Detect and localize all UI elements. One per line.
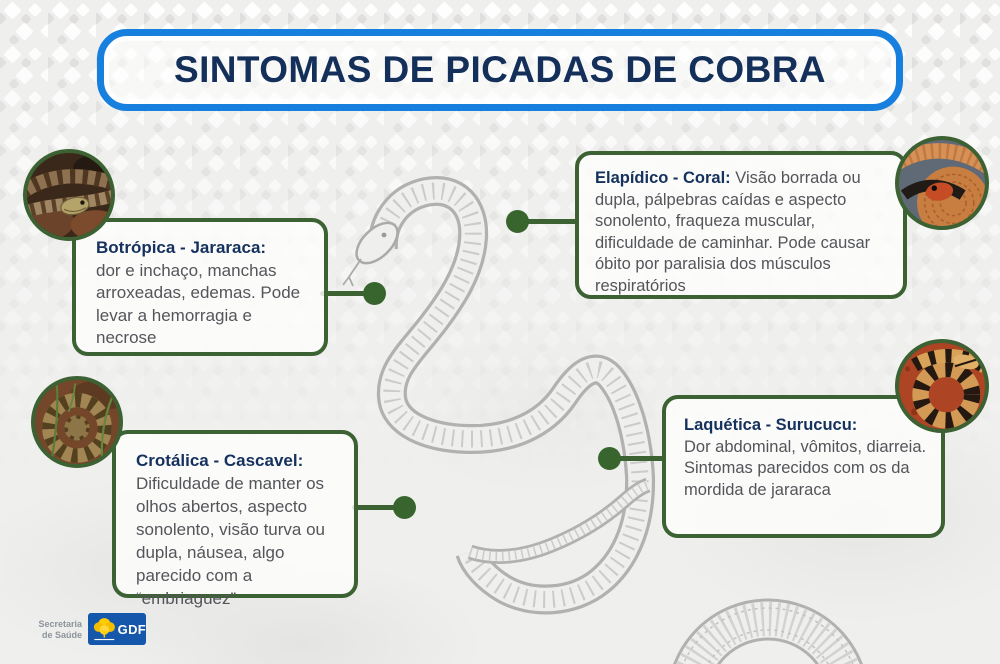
title-banner — [97, 29, 903, 111]
snake-coil-line-drawing — [668, 600, 868, 664]
card-heading: Botrópica - Jararaca: — [96, 238, 267, 257]
coral-snake-photo — [895, 136, 989, 230]
secretaria-saude-wordmark — [34, 619, 82, 640]
card-body: Dor abdominal, vômitos, diarreia. Sintomas parecidos com os da mordida de jararaca — [684, 437, 927, 499]
gdf-logo — [88, 613, 146, 645]
card-heading: Crotálica - Cascavel: — [136, 451, 304, 470]
connector-dot-elapidico — [506, 210, 529, 233]
connector-dot-laquetica — [598, 447, 621, 470]
surucucu-snake-photo — [895, 339, 989, 433]
card-botropica — [72, 218, 328, 356]
card-heading: Elapídico - Coral: — [595, 169, 731, 187]
card-elapidico — [575, 151, 907, 299]
snake-tongue — [343, 259, 361, 286]
jararaca-snake-photo — [23, 149, 115, 241]
connector-dot-botropica — [363, 282, 386, 305]
card-crotalica — [112, 430, 358, 608]
ipe-tree-icon — [92, 615, 117, 643]
gdf-label: GDF — [117, 621, 146, 637]
card-body: dor e inchaço, manchas arroxeadas, edemas. Pode levar a hemorragia e necrose — [96, 260, 301, 347]
card-laquetica — [662, 395, 945, 538]
card-heading: Laquética - Surucucu: — [684, 416, 858, 434]
connector-dot-crotalica — [393, 496, 416, 519]
secretaria-line2: de Saúde — [41, 629, 82, 640]
card-body: Visão borrada ou dupla, pálpebras caídas e aspecto sonolento, fraqueza muscular, dificuldade de caminhar. Pode causar óbito por paralisia dos músculos respiratórios — [595, 169, 871, 295]
card-body: Dificuldade de manter os olhos abertos, aspecto sonolento, visão turva ou dupla, náusea, algo parecido com a “embriaguez” — [136, 474, 326, 608]
page-title: SINTOMAS DE PICADAS DE COBRA — [174, 49, 826, 90]
secretaria-line1: Secretaria — [38, 619, 82, 629]
cascavel-snake-photo — [31, 376, 123, 468]
